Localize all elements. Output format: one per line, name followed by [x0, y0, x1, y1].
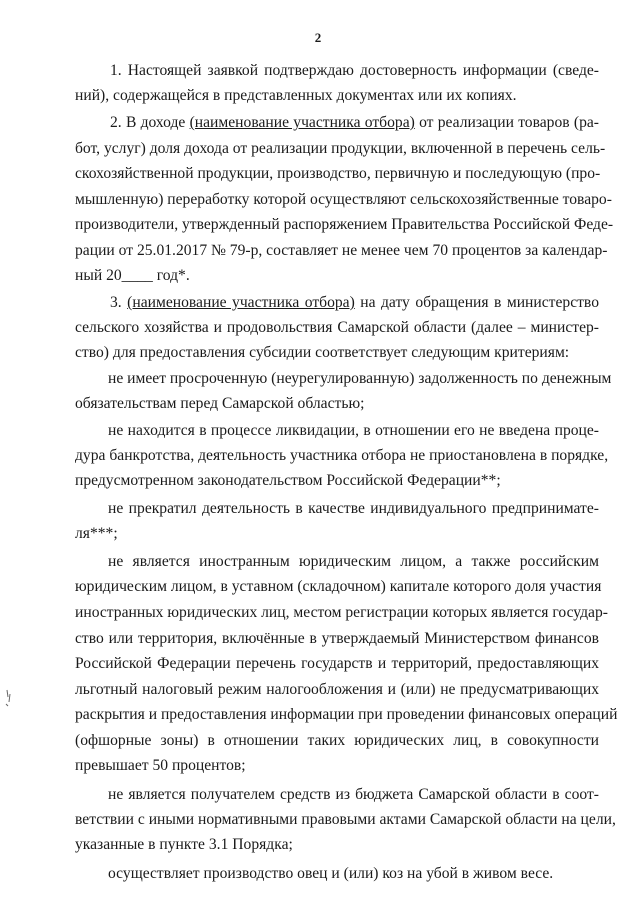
criterion-4-line: ство или территория, включённые в утверждаемый Министерством финансов	[75, 630, 599, 647]
paragraph-3-line: 3. (наименование участника отбора) на дату обращения в министерство	[110, 294, 599, 311]
criterion-5-line: ветствии с иными нормативными правовыми актами Самарской области на цели,	[75, 811, 616, 828]
criterion-4-line: раскрытия и предоставления информации при проведении финансовых операций	[75, 706, 618, 723]
paragraph-2-line: рации от 25.01.2017 № 79-р, составляет не менее чем 70 процентов за календар-	[75, 242, 608, 259]
participant-name-placeholder: (наименование участника отбора)	[127, 294, 355, 311]
criterion-2-line: дура банкротства, деятельность участника отбора не приостановлена в порядке,	[75, 447, 609, 464]
paragraph-2-line: ный 20____ год*.	[75, 267, 190, 284]
paragraph-1-line: 1. Настоящей заявкой подтверждаю достоверность информации (сведе-	[110, 62, 599, 79]
paragraph-2-line: 2. В доходе (наименование участника отбора) от реализации товаров (ра-	[110, 114, 599, 131]
page-number: 2	[314, 30, 322, 45]
criterion-5-line: указанные в пункте 3.1 Порядка;	[75, 836, 293, 853]
paragraph-3-line: ство) для предоставления субсидии соответствует следующим критериям:	[75, 344, 570, 361]
criterion-4-line: превышает 50 процентов;	[75, 757, 246, 774]
paragraph-2-line: мышленную) переработку которой осуществляют сельскохозяйственные товаро-	[75, 191, 612, 208]
criterion-5-line: не является получателем средств из бюджета Самарской области в соот-	[108, 786, 599, 803]
criterion-2-line: не находится в процессе ликвидации, в отношении его не введена проце-	[108, 422, 599, 439]
criterion-6-line: осуществляет производство овец и (или) коз на убой в живом весе.	[108, 865, 554, 882]
paragraph-1-line: ний), содержащейся в представленных документах или их копиях.	[75, 87, 517, 104]
participant-name-placeholder: (наименование участника отбора)	[189, 114, 415, 131]
criterion-4-line: (офшорные зоны) в отношении таких юридических лиц, в совокупности	[75, 732, 599, 749]
paragraph-2-line: бот, услуг) доля дохода от реализации продукции, включенной в перечень сель-	[75, 140, 606, 157]
criterion-4-line: Российской Федерации перечень государств и территорий, предоставляющих	[75, 655, 599, 672]
criterion-1-line: обязательствам перед Самарской областью;	[75, 395, 365, 412]
paragraph-3-line: сельского хозяйства и продовольствия Самарской области (далее – министер-	[75, 319, 599, 336]
scan-artifact-mark	[4, 688, 14, 708]
criterion-1-line: не имеет просроченную (неурегулированную) задолженность по денежным	[108, 370, 612, 387]
criterion-3-line: не прекратил деятельность в качестве индивидуального предпринимате-	[108, 500, 599, 517]
paragraph-2-line: скохозяйственной продукции, производство, первичную и последующую (про-	[75, 165, 601, 182]
criterion-4-line: льготный налоговый режим налогообложения и (или) не предусматривающих	[75, 681, 599, 698]
criterion-4-line: иностранных юридических лиц, местом регистрации которых является государ-	[75, 604, 608, 621]
paragraph-2-line: производители, утвержденный распоряжением Правительства Российской Феде-	[75, 216, 614, 233]
criterion-4-line: юридическим лицом, в уставном (складочном) капитале которого доля участия	[75, 578, 602, 595]
criterion-3-line: ля***;	[75, 525, 118, 542]
criterion-2-line: предусмотренном законодательством Российской Федерации**;	[75, 472, 501, 489]
criterion-4-line: не является иностранным юридическим лицом, а также российским	[108, 553, 599, 570]
